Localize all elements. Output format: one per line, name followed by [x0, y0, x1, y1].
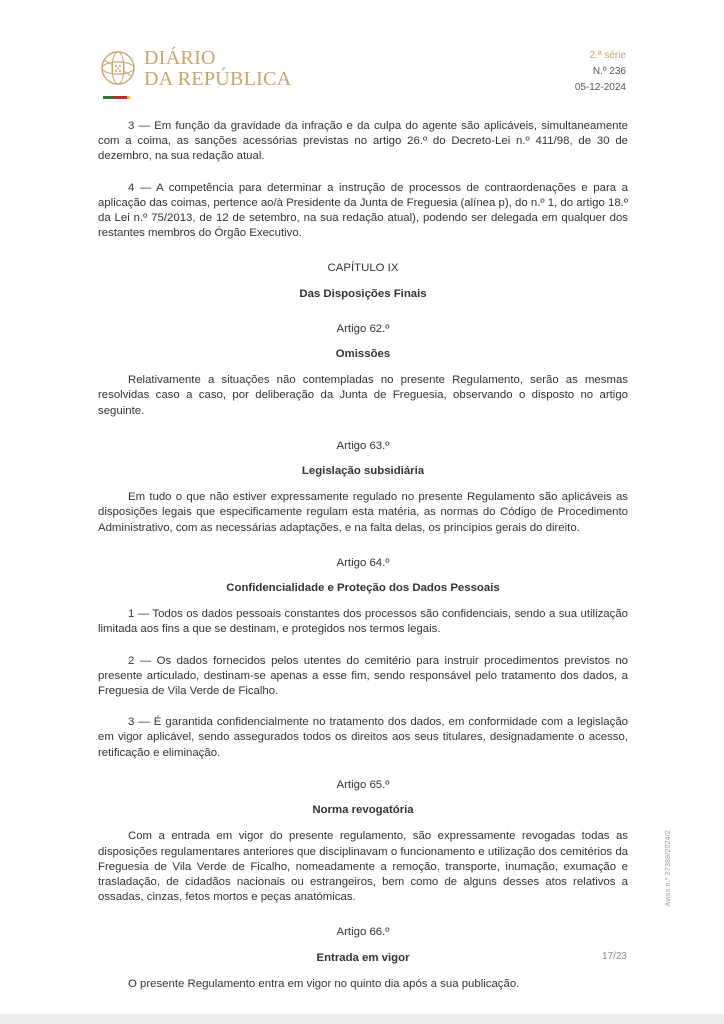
paragraph: 2 — Os dados fornecidos pelos utentes do cemitério para instruir procedimentos previstos no presente articulado, destinam-se apenas a esse fim, sendo responsável pelo tratamento dos dados, a Freguesia de Vila Verde de Ficalho.: [98, 654, 628, 698]
diario-republica-logo: [100, 48, 300, 94]
article-number: Artigo 64.º: [336, 556, 390, 569]
brand-line-2: DA REPÚBLICA: [144, 68, 292, 90]
issue-info: [575, 48, 626, 96]
article-number: Artigo 65.º: [336, 778, 390, 791]
article-heading: Norma revogatória: [312, 804, 414, 817]
page-bottom-edge: [0, 1014, 724, 1024]
article-number: Artigo 66.º: [336, 926, 390, 939]
article-number: Artigo 62.º: [336, 322, 390, 335]
paragraph: 3 — É garantida confidencialmente no tratamento dos dados, em conformidade com a legislação em vigor aplicável, sendo assegurados todos os direitos aos seus titulares, designadamente o acesso, retificação e eliminação.: [98, 716, 628, 759]
paragraph: 1 — Todos os dados pessoais constantes dos processos são confidenciais, sendo a sua utilização limitada aos fins a que se destinam, e protegidos nos termos legais.: [98, 608, 628, 636]
page-number: 17/23: [601, 951, 627, 962]
portuguese-flag-stripe: [103, 86, 130, 104]
side-reference-note: Aviso n.º 27388/2024/2: [665, 830, 672, 907]
article-number: Artigo 63.º: [336, 439, 390, 452]
article-heading: Entrada em vigor: [316, 951, 410, 964]
document-body: [98, 119, 628, 992]
article-heading: Legislação subsidiária: [301, 465, 425, 478]
flag-yellow-stripe: [127, 96, 130, 99]
flag-green-stripe: [103, 96, 113, 99]
chapter-title: Das Disposições Finais: [299, 287, 427, 300]
chapter-label: CAPÍTULO IX: [327, 262, 399, 275]
paragraph: 4 — A competência para determinar a instrução de processos de contraordenações e para a aplicação das coimas, pertence ao/à Presidente da Junta de Freguesia (alínea p), do n.º 1, do artigo 18.º da Lei n.º 75/2013, de 12 de setembro, na sua redação atual), podendo ser delegada em qualquer dos restantes membros do Órgão Executivo.: [98, 181, 628, 240]
paragraph: 3 — Em função da gravidade da infração e da culpa do agente são aplicáveis, simultaneamente com a coima, as sanções acessórias previstas no artigo 26.º do Decreto-Lei n.º 411/98, de 30 de dezembro, na sua redação atual.: [98, 120, 628, 163]
paragraph: Em tudo o que não estiver expressamente regulado no presente Regulamento são aplicáveis as disposições legais que especificamente regulam esta matéria, as normas do Código de Procedimento Administrativo, com as necessárias adaptações, e na falta delas, os princípios gerais do direito.: [98, 491, 628, 534]
brand-line-1: DIÁRIO: [144, 47, 216, 69]
issue-serie: 2.ª série: [589, 50, 626, 61]
article-heading: Omissões: [335, 348, 391, 361]
paragraph: O presente Regulamento entra em vigor no quinto dia após a sua publicação.: [128, 977, 520, 990]
issue-date: 05-12-2024: [574, 82, 626, 93]
paragraph: Relativamente a situações não contempladas no presente Regulamento, serão as mesmas resolvidas caso a caso, por deliberação da Junta de Freguesia, observando o disposto no artigo seguinte.: [98, 374, 628, 417]
armillary-sphere-icon: [100, 50, 136, 86]
article-heading: Confidencialidade e Proteção dos Dados Pessoais: [226, 582, 500, 595]
flag-red-stripe: [113, 96, 127, 99]
brand-name: [144, 48, 292, 90]
issue-number: N.º 236: [592, 66, 626, 77]
paragraph: Com a entrada em vigor do presente regulamento, são expressamente revogadas todas as disposições regulamentares anteriores que disciplinavam o funcionamento e utilização dos cemitérios da Freguesia de Vila Verde de Ficalho, nomeadamente a remoção, transporte, inumação, exumação e trasladação, de cidadãos nacionais ou estrangeiros, bem como de alguns desses atos relativos a ossadas, cinzas, fetos mortos e peças anatómicas.: [98, 830, 628, 904]
